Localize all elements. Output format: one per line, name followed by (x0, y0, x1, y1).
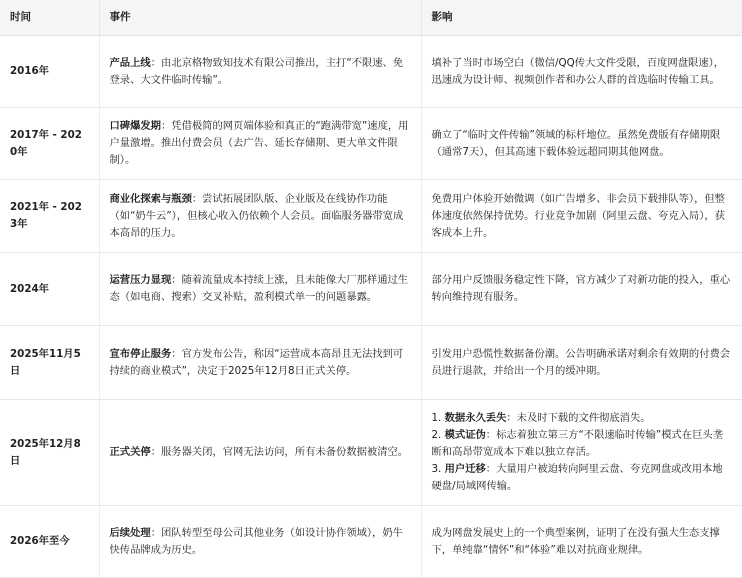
event-text: ：官方发布公告，称因“运营成本高昂且无法找到可持续的商业模式”，决定于2025年12月8日正式关停。 (109, 347, 404, 377)
event-text: ：随着流量成本持续上涨，且未能像大厂那样通过生态（如电商、搜索）交叉补贴，盈利模式单一的问题暴露。 (109, 274, 409, 303)
event-text: ：尝试拓展团队版、企业版及在线协作功能（如“奶牛云”），但核心收入仍依赖个人会员。面临服务器带宽成本高昂的压力。 (109, 192, 404, 239)
event-title: 宣布停止服务 (109, 347, 172, 360)
table-header-row (0, 0, 742, 36)
event-title: 商业化探索与瓶颈 (109, 192, 192, 205)
list-item-text: ：标志着独立第三方“不限速临时传输”模式在巨头垄断和高昂带宽成本下难以独立存活。 (431, 429, 723, 458)
event-text: ：服务器关闭，官网无法访问，所有未备份数据被清空。 (150, 446, 409, 458)
event-cell (99, 180, 421, 253)
list-item: 3. 用户迁移：大量用户被迫转向阿里云盘、夸克网盘或改用本地硬盘/局域网传输。 (431, 463, 723, 492)
table-row (0, 253, 742, 326)
list-item-text: ：未及时下载的文件彻底消失。 (506, 412, 651, 424)
event-title: 正式关停 (109, 446, 151, 458)
impact-cell: 引发用户恐慌性数据备份潮。公告明确承诺对剩余有效期的付费会员进行退款，并给出一个月的缓冲期。 (421, 326, 742, 400)
table-row (0, 506, 742, 578)
list-item-title: 用户迁移 (444, 463, 486, 475)
list-item-title: 数据永久丢失 (444, 412, 507, 424)
list-item: 1. 数据永久丢失：未及时下载的文件彻底消失。 (431, 412, 651, 424)
time-cell: 2024年 (0, 253, 99, 326)
table-row (0, 108, 742, 180)
time-cell: 2025年12月8日 (0, 400, 99, 506)
event-cell (99, 36, 421, 108)
event-cell (99, 108, 421, 180)
impact-cell: 确立了“临时文件传输”领域的标杆地位。虽然免费版有存储期限（通常7天），但其高速下载体验远超同期其他网盘。 (421, 108, 742, 180)
list-item-title: 模式证伪 (444, 429, 486, 441)
header-event: 事件 (99, 0, 421, 36)
event-title: 后续处理 (109, 526, 151, 539)
time-cell: 2017年 - 2020年 (0, 108, 99, 180)
event-cell (99, 506, 421, 578)
event-title: 产品上线 (109, 56, 151, 69)
time-cell: 2016年 (0, 36, 99, 108)
event-cell (99, 400, 421, 506)
impact-list (432, 410, 733, 495)
impact-cell: 填补了当时市场空白（微信/QQ传大文件受限，百度网盘限速），迅速成为设计师、视频创作者和办公人群的首选临时传输工具。 (421, 36, 742, 108)
list-item-text: ：大量用户被迫转向阿里云盘、夸克网盘或改用本地硬盘/局域网传输。 (431, 463, 723, 492)
header-impact: 影响 (421, 0, 742, 36)
event-text: ：团队转型至母公司其他业务（如设计协作领域），奶牛快传品牌成为历史。 (109, 526, 403, 556)
time-cell: 2025年11月5日 (0, 326, 99, 400)
table-row (0, 326, 742, 400)
event-cell (99, 326, 421, 400)
event-title: 口碑爆发期 (109, 120, 161, 132)
time-cell: 2026年至今 (0, 506, 99, 578)
event-text: ：凭借极简的网页端体验和真正的“跑满带宽”速度，用户量激增。推出付费会员（去广告、延长存储期、更大单文件限制）。 (109, 120, 409, 166)
header-time: 时间 (0, 0, 99, 36)
table-row (0, 180, 742, 253)
impact-cell: 部分用户反馈服务稳定性下降，官方减少了对新功能的投入，重心转向维持现有服务。 (421, 253, 742, 326)
time-cell: 2021年 - 2023年 (0, 180, 99, 253)
table-row (0, 400, 742, 506)
event-text: ：由北京格物致知技术有限公司推出，主打“不限速、免登录、大文件临时传输”。 (109, 56, 404, 86)
event-title: 运营压力显现 (109, 274, 172, 286)
list-item: 2. 模式证伪：标志着独立第三方“不限速临时传输”模式在巨头垄断和高昂带宽成本下难以独立存活。 (431, 429, 723, 458)
table-row (0, 36, 742, 108)
impact-cell (421, 400, 742, 506)
impact-cell: 免费用户体验开始微调（如广告增多、非会员下载排队等），但整体速度依然保持优势。行业竞争加剧（阿里云盘、夸克入局），获客成本上升。 (421, 180, 742, 253)
impact-cell: 成为网盘发展史上的一个典型案例，证明了在没有强大生态支撑下，单纯靠“情怀”和“体验”难以对抗商业规律。 (421, 506, 742, 578)
event-cell (99, 253, 421, 326)
